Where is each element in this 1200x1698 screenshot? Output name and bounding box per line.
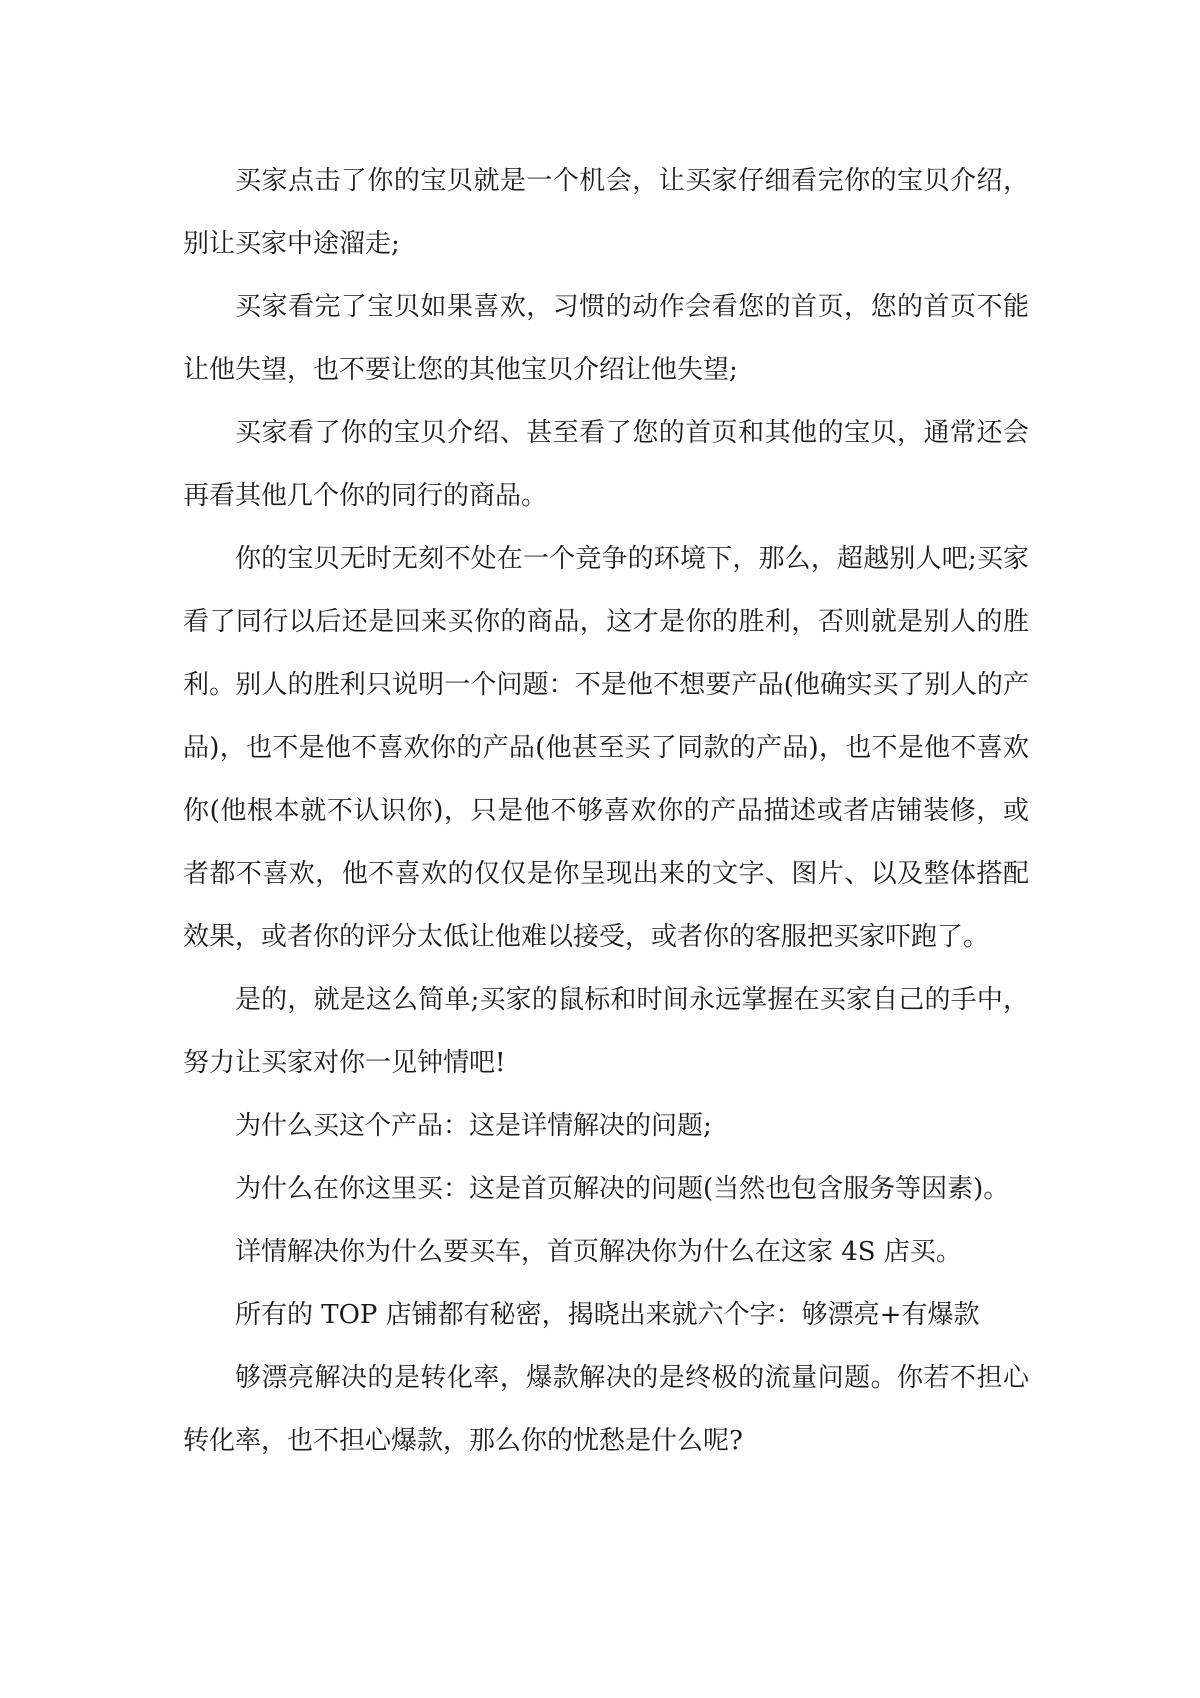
paragraph-2: 买家看完了宝贝如果喜欢，习惯的动作会看您的首页，您的首页不能让他失望，也不要让您的其他宝贝介绍让他失望; [183,292,1029,385]
paragraph-6: 为什么买这个产品：这是详情解决的问题; [235,1111,712,1141]
paragraph-5: 是的，就是这么简单;买家的鼠标和时间永远掌握在买家自己的手中，努力让买家对你一见钟情吧! [183,985,1029,1078]
document-body [183,150,1029,1473]
paragraph-7: 为什么在你这里买：这是首页解决的问题(当然也包含服务等因素)。 [235,1174,1010,1204]
paragraph-10: 够漂亮解决的是转化率，爆款解决的是终极的流量问题。你若不担心转化率，也不担心爆款，那么你的忧愁是什么呢? [183,1363,1029,1456]
paragraph-3: 买家看了你的宝贝介绍、甚至看了您的首页和其他的宝贝，通常还会再看其他几个你的同行的商品。 [183,418,1029,511]
paragraph-4: 你的宝贝无时无刻不处在一个竞争的环境下，那么，超越别人吧;买家看了同行以后还是回来买你的商品，这才是你的胜利，否则就是别人的胜利。别人的胜利只说明一个问题：不是他不想要产品(他确实买了别人的产品)，也不是他不喜欢你的产品(他甚至买了同款的产品)，也不是他不喜欢你(他根本就不认识你)，只是他不够喜欢你的产品描述或者店铺装修，或者都不喜欢，他不喜欢的仅仅是你呈现出来的文字、图片、以及整体搭配效果，或者你的评分太低让他难以接受，或者你的客服把买家吓跑了。 [183,544,1029,952]
paragraph-9: 所有的 TOP 店铺都有秘密，揭晓出来就六个字：够漂亮+有爆款 [235,1300,980,1330]
paragraph-8: 详情解决你为什么要买车，首页解决你为什么在这家 4S 店买。 [235,1237,962,1267]
paragraph-1: 买家点击了你的宝贝就是一个机会，让买家仔细看完你的宝贝介绍，别让买家中途溜走; [183,166,1029,259]
